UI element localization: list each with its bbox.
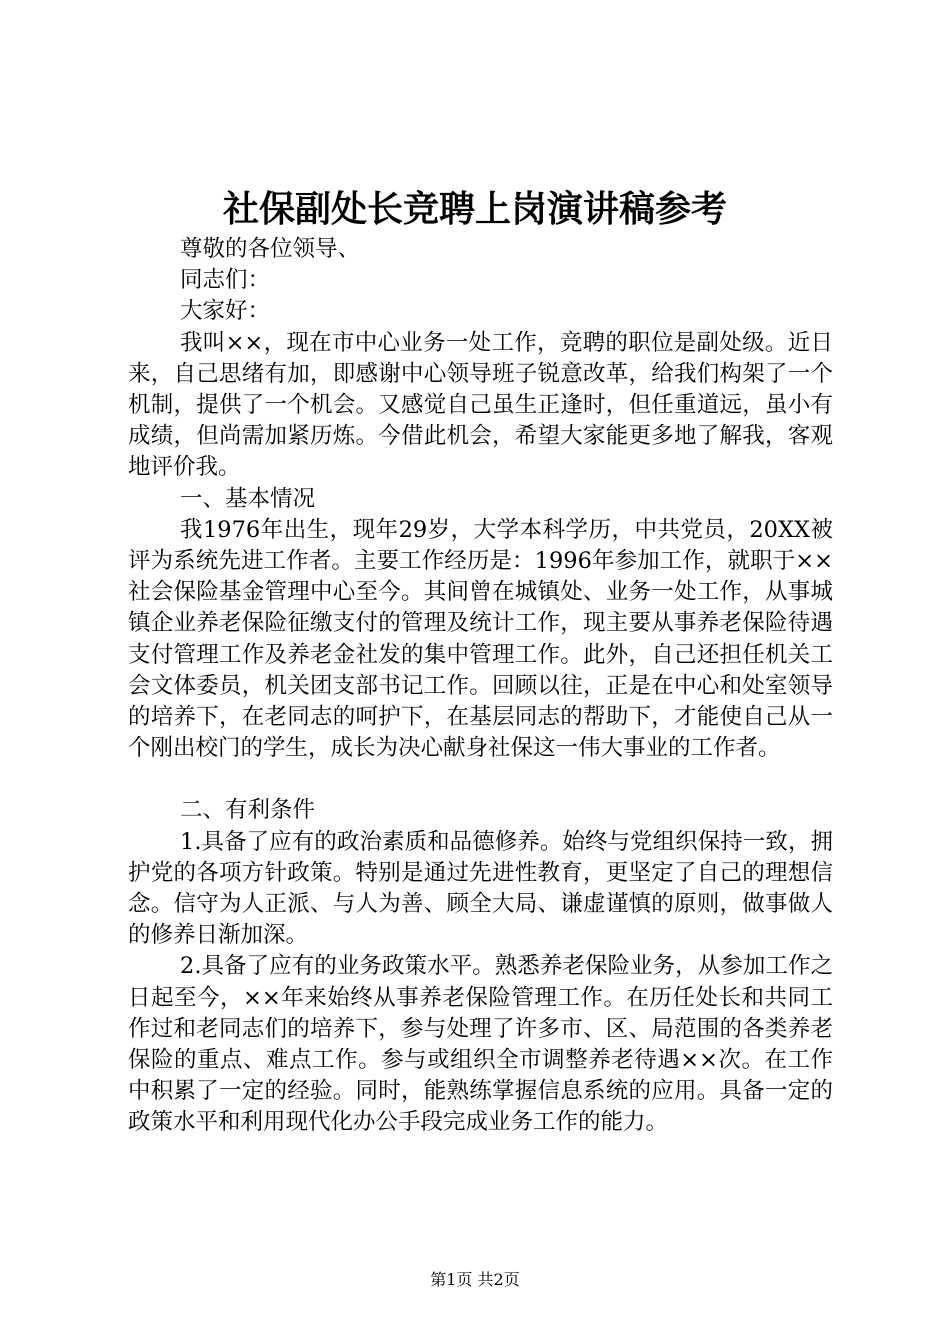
paragraph-spacer	[128, 764, 833, 795]
intro-paragraph: 我叫××，现在市中心业务一处工作，竞聘的职位是副处级。近日来，自己思绪有加，即感谢中心领导班子锐意改革，给我们构架了一个机制，提供了一个机会。又感觉自己虽生正逢时，但任重道远，虽小有成绩，但尚需加紧历炼。今借此机会，希望大家能更多地了解我，客观地评价我。	[128, 329, 833, 481]
basic-info-paragraph: 我1976年出生，现年29岁，大学本科学历，中共党员，20XX被评为系统先进工作者。主要工作经历是：1996年参加工作，就职于××社会保险基金管理中心至今。其间曾在城镇处、业务一处工作，从事城镇企业养老保险征缴支付的管理及统计工作，现主要从事养老保险待遇支付管理工作及养老金社发的集中管理工作。此外，自己还担任机关工会文体委员，机关团支部书记工作。回顾以往，正是在中心和处室领导的培养下，在老同志的呵护下，在基层同志的帮助下，才能使自己从一个刚出校门的学生，成长为决心献身社保这一伟大事业的工作者。	[128, 516, 833, 762]
greeting-line: 尊敬的各位领导、	[180, 236, 361, 262]
page-number-footer: 第1页 共2页	[430, 1270, 520, 1289]
document-title: 社保副处长竞聘上岗演讲稿参考	[222, 188, 727, 230]
advantage-item-1: 1.具备了应有的政治素质和品德修养。始终与党组织保持一致，拥护党的各项方针政策。特别是通过先进性教育，更坚定了自己的理想信念。信守为人正派、与人为善、顾全大局、谦虚谨慎的原则，做事做人的修养日渐加深。	[128, 828, 833, 949]
greeting-line: 大家好：	[180, 298, 271, 325]
advantage-item-2: 2.具备了应有的业务政策水平。熟悉养老保险业务，从参加工作之日起至今，××年来始终从事养老保险管理工作。在历任处长和共同工作过和老同志们的培养下，参与处理了许多市、区、局范围的各类养老保险的重点、难点工作。参与或组织全市调整养老待遇××次。在工作中积累了一定的经验。同时，能熟练掌握信息系统的应用。具备一定的政策水平和利用现代化办公手段完成业务工作的能力。	[128, 953, 833, 1136]
greeting-line: 同志们：	[180, 267, 271, 294]
section-heading-advantages: 二、有利条件	[180, 797, 316, 824]
document-body	[128, 234, 833, 1139]
section-heading-basic-info: 一、基本情况	[180, 485, 316, 512]
